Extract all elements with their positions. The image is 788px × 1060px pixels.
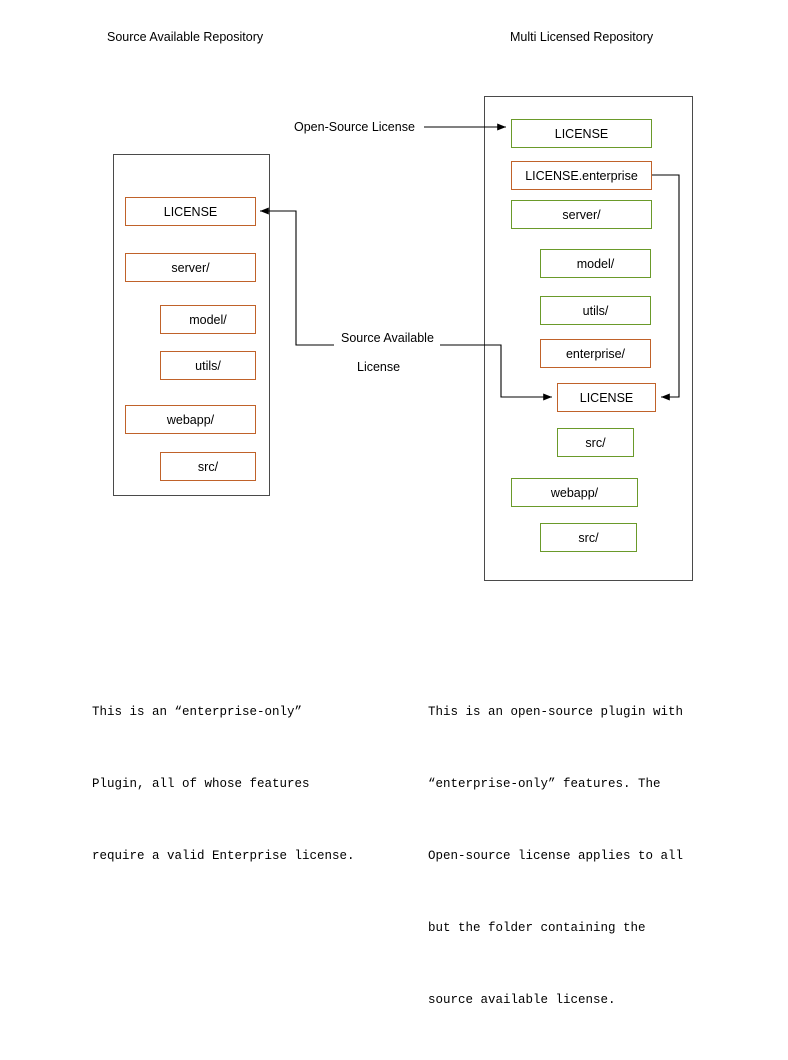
right-caption-line-2: “enterprise-only” features. The — [428, 777, 661, 791]
right-node-enterprise-src[interactable]: src/ — [557, 428, 634, 457]
edge-label-license: License — [357, 360, 401, 374]
left-node-model[interactable]: model/ — [160, 305, 256, 334]
right-node-webapp[interactable]: webapp/ — [511, 478, 638, 507]
left-repo-title: Source Available Repository — [107, 30, 264, 44]
right-caption-line-4: but the folder containing the — [428, 921, 646, 935]
right-caption — [428, 652, 683, 1060]
right-node-enterprise[interactable]: enterprise/ — [540, 339, 651, 368]
right-node-license-enterprise[interactable]: LICENSE.enterprise — [511, 161, 652, 190]
left-caption-line-3: require a valid Enterprise license. — [92, 849, 355, 863]
left-caption — [92, 652, 355, 916]
right-caption-line-1: This is an open-source plugin with — [428, 705, 684, 719]
right-node-server[interactable]: server/ — [511, 200, 652, 229]
left-node-utils[interactable]: utils/ — [160, 351, 256, 380]
left-caption-line-2: Plugin, all of whose features — [92, 777, 310, 791]
edge-label-open-source-license: Open-Source License — [294, 120, 415, 134]
left-node-webapp[interactable]: webapp/ — [125, 405, 256, 434]
right-node-model[interactable]: model/ — [540, 249, 651, 278]
left-node-src[interactable]: src/ — [160, 452, 256, 481]
right-node-webapp-src[interactable]: src/ — [540, 523, 637, 552]
left-caption-line-1: This is an “enterprise-only” — [92, 705, 303, 719]
right-caption-line-3: Open-source license applies to all — [428, 849, 684, 863]
left-node-server[interactable]: server/ — [125, 253, 256, 282]
left-node-license[interactable]: LICENSE — [125, 197, 256, 226]
right-node-license[interactable]: LICENSE — [511, 119, 652, 148]
right-caption-line-5: source available license. — [428, 993, 616, 1007]
edge-label-source-available: Source Available — [341, 331, 434, 345]
right-node-enterprise-license[interactable]: LICENSE — [557, 383, 656, 412]
right-repo-title: Multi Licensed Repository — [510, 30, 654, 44]
right-node-utils[interactable]: utils/ — [540, 296, 651, 325]
